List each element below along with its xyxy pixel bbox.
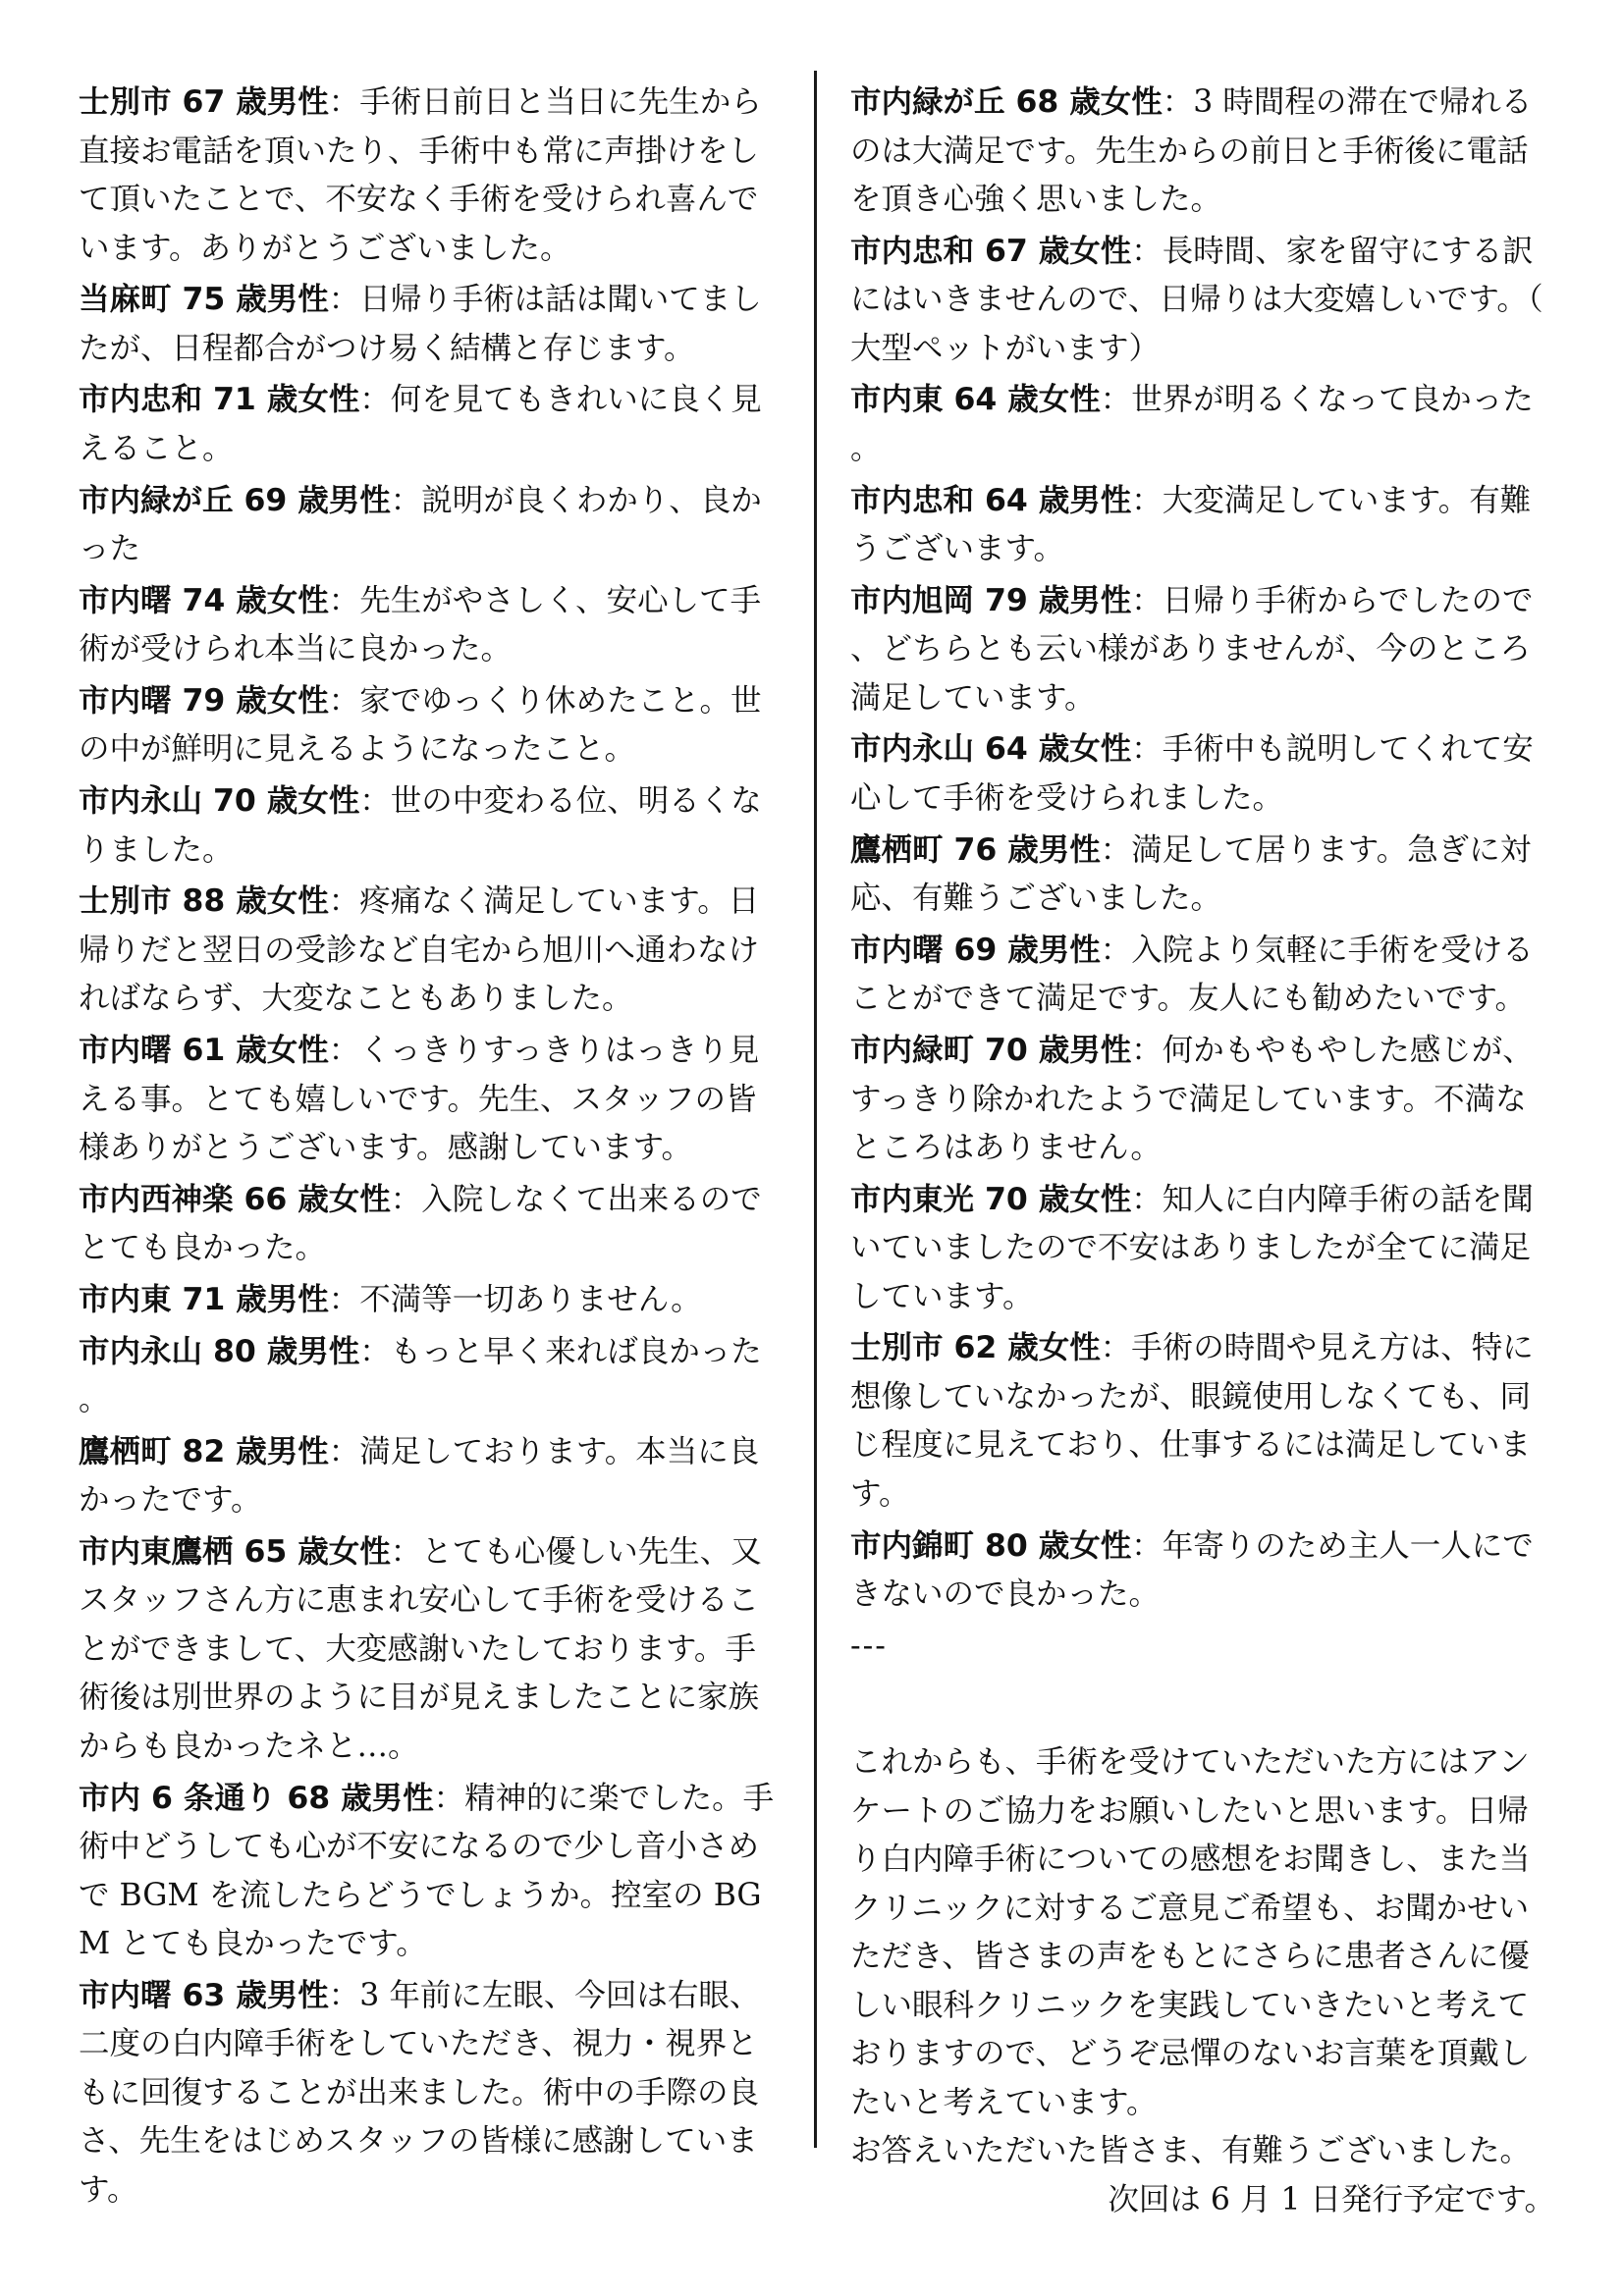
respondent-label: 市内忠和 67 歳女性	[850, 233, 1132, 269]
comment-entry	[79, 1328, 778, 1425]
comment-text: ：家でゆっくり休めたこと。世の中が鮮明に見えるようになったこと。	[79, 682, 762, 768]
closing-paragraph: これからも、手術を受けていただいた方にはアンケートのご協力をお願いしたいと思います。日帰り白内障手術についての感想をお聞きし、また当クリニックに対するご意見ご希望も、お聞かせいただき、皆さまの声をもとにさらに患者さんに優しい眼科クリニックを実践していきたいと考えておりますので、どうぞ忌憚のないお言葉を頂戴したいと考えています。	[850, 1744, 1531, 2120]
comment-text: ：精神的に楽でした。手術中どうしても心が不安になるので少し音小さめで BGM を流したらどうでしょうか。控室の BGM とても良かったです。	[79, 1780, 775, 1962]
comment-entry	[79, 1027, 778, 1173]
comment-text: ：入院しなくて出来るのでとても良かった。	[79, 1181, 762, 1266]
comment-entry	[79, 79, 778, 273]
respondent-label: 市内曙 69 歳男性	[850, 932, 1101, 968]
comment-text: ：不満等一切ありません。	[328, 1281, 702, 1317]
comment-entry	[79, 477, 778, 574]
respondent-label: 市内曙 61 歳女性	[79, 1033, 329, 1068]
comment-text: ：大変満足しています。有難うございます。	[850, 482, 1532, 567]
comment-text: ：何かもやもやした感じが、すっきり除かれたようで満足しています。不満なところはありません。	[850, 1033, 1534, 1165]
respondent-label: 市内永山 64 歳女性	[850, 731, 1132, 768]
respondent-label: 士別市 62 歳女性	[850, 1330, 1101, 1366]
comment-text: ：年寄りのため主人一人にできないので良かった。	[850, 1527, 1534, 1613]
comment-text: ：手術の時間や見え方は、特に想像していなかったが、眼鏡使用しなくても、同じ程度に見えており、仕事するには満足しています。	[850, 1330, 1534, 1512]
respondent-label: 市内東光 70 歳女性	[850, 1181, 1132, 1217]
comment-entry	[850, 577, 1555, 723]
comment-entry	[850, 1176, 1555, 1322]
comment-entry	[79, 777, 778, 875]
comment-text: ：疼痛なく満足しています。日帰りだと翌日の受診など自宅から旭川へ通わなければならず、大変なこともありました。	[79, 883, 760, 1017]
respondent-label: 市内永山 70 歳女性	[79, 783, 360, 820]
comment-text: ：とても心優しい先生、又スタッフさん方に恵まれ安心して手術を受けることができまして、大変感謝いたしております。手術後は別世界のように目が見えましたことに家族からも良かったネと…。	[79, 1533, 762, 1764]
comment-entry	[850, 376, 1555, 473]
comment-text: ：3 時間程の滞在で帰れるのは大満足です。先生からの前日と手術後に電話を頂き心強く思いました。	[850, 84, 1533, 217]
comment-entry	[79, 1775, 778, 1969]
comment-entry	[79, 1972, 778, 2216]
comment-entry	[850, 725, 1555, 823]
spacer	[850, 1671, 1555, 1738]
comment-entry	[79, 577, 778, 674]
comment-text: ：知人に白内障手術の話を聞いていましたので不安はありましたが全てに満足しています。	[850, 1181, 1534, 1314]
comment-text: ：手術日前日と当日に先生から直接お電話を頂いたり、手術中も常に声掛けをして頂いたことで、不安なく手術を受けられ喜んでいます。ありがとうございました。	[79, 84, 762, 266]
comment-text: ：日帰り手術からでしたので、どちらとも云い様がありませんが、今のところ満足しています。	[850, 582, 1534, 716]
respondent-label: 市内曙 79 歳女性	[79, 682, 329, 719]
comment-entry	[850, 477, 1555, 574]
respondent-label: 市内忠和 64 歳男性	[850, 482, 1132, 518]
comment-entry	[79, 1276, 778, 1325]
comment-entry	[79, 276, 778, 373]
column-divider	[814, 71, 817, 2148]
comment-text: ：満足しております。本当に良かったです。	[79, 1433, 760, 1519]
respondent-label: 鷹栖町 82 歳男性	[79, 1433, 329, 1469]
comment-entry	[850, 79, 1555, 225]
respondent-label: 士別市 67 歳男性	[79, 84, 329, 120]
respondent-label: 市内忠和 71 歳女性	[79, 382, 360, 418]
respondent-label: 市内東鷹栖 65 歳女性	[79, 1533, 391, 1570]
respondent-label: 市内緑町 70 歳男性	[850, 1033, 1132, 1068]
comment-entry	[850, 228, 1555, 374]
comment-entry	[850, 1522, 1555, 1620]
respondent-label: 市内西神楽 66 歳女性	[79, 1181, 391, 1217]
respondent-label: 鷹栖町 76 歳男性	[850, 831, 1101, 868]
comment-text: ：満足して居ります。急ぎに対応、有難うございました。	[850, 831, 1532, 917]
comment-entry	[79, 376, 778, 473]
respondent-label: 市内旭岡 79 歳男性	[850, 582, 1132, 618]
comment-entry	[850, 1027, 1555, 1173]
section-separator: ---	[850, 1628, 888, 1664]
comment-text: ：先生がやさしく、安心して手術が受けられ本当に良かった。	[79, 582, 762, 667]
respondent-label: 市内曙 74 歳女性	[79, 582, 329, 618]
respondent-label: 市内東 71 歳男性	[79, 1281, 329, 1317]
comment-text: ：世界が明るくなって良かった。	[850, 382, 1534, 466]
comment-entry	[79, 1176, 778, 1273]
respondent-label: 市内永山 80 歳男性	[79, 1333, 360, 1369]
comment-text: ：3 年前に左眼、今回は右眼、二度の白内障手術をしていただき、視力・視界ともに回復することが出来ました。術中の手際の良さ、先生をはじめスタッフの皆様に感謝しています。	[79, 1977, 761, 2208]
respondent-label: 当麻町 75 歳男性	[79, 282, 329, 318]
respondent-label: 市内東 64 歳女性	[850, 382, 1101, 418]
comment-text: ：何を見てもきれいに良く見えること。	[79, 382, 762, 466]
comment-entry	[79, 878, 778, 1024]
comment-text: ：日帰り手術は話は聞いてましたが、日程都合がつけ易く結構と存じます。	[79, 282, 762, 366]
respondent-label: 市内緑が丘 68 歳女性	[850, 84, 1163, 120]
next-issue-notice: 次回は 6 月 1 日発行予定です。	[1108, 2181, 1555, 2217]
comment-text: ：くっきりすっきりはっきり見える事。とても嬉しいです。先生、スタッフの皆様ありがとうございます。感謝しています。	[79, 1033, 760, 1165]
comment-entry	[850, 927, 1555, 1024]
respondent-label: 市内 6 条通り 68 歳男性	[79, 1780, 434, 1816]
closing-message	[850, 1738, 1555, 2224]
comment-entry	[79, 1428, 778, 1525]
comment-text: ：説明が良くわかり、良かった	[79, 482, 762, 567]
comment-text: ：手術中も説明してくれて安心して手術を受けられました。	[850, 731, 1534, 816]
respondent-label: 市内曙 63 歳男性	[79, 1977, 329, 2013]
comment-text: ：入院より気軽に手術を受けることができて満足です。友人にも勧めたいです。	[850, 932, 1534, 1017]
comment-text: ：世の中変わる位、明るくなりました。	[79, 783, 762, 868]
closing-thanks: お答えいただいた皆さま、有難うございました。	[850, 2133, 1532, 2169]
comment-entry	[850, 827, 1555, 924]
right-column	[850, 79, 1555, 2224]
left-column	[79, 79, 778, 2218]
comment-entry	[79, 677, 778, 774]
comment-entry	[850, 1324, 1555, 1519]
respondent-label: 士別市 88 歳女性	[79, 883, 329, 920]
comment-text: ：長時間、家を留守にする訳にはいきませんので、日帰りは大変嬉しいです。（大型ペットがいます）	[850, 233, 1543, 366]
comment-entry	[79, 1528, 778, 1772]
comment-text: ：もっと早く来れば良かった。	[79, 1333, 762, 1418]
respondent-label: 市内緑が丘 69 歳男性	[79, 482, 391, 518]
respondent-label: 市内錦町 80 歳女性	[850, 1527, 1132, 1564]
